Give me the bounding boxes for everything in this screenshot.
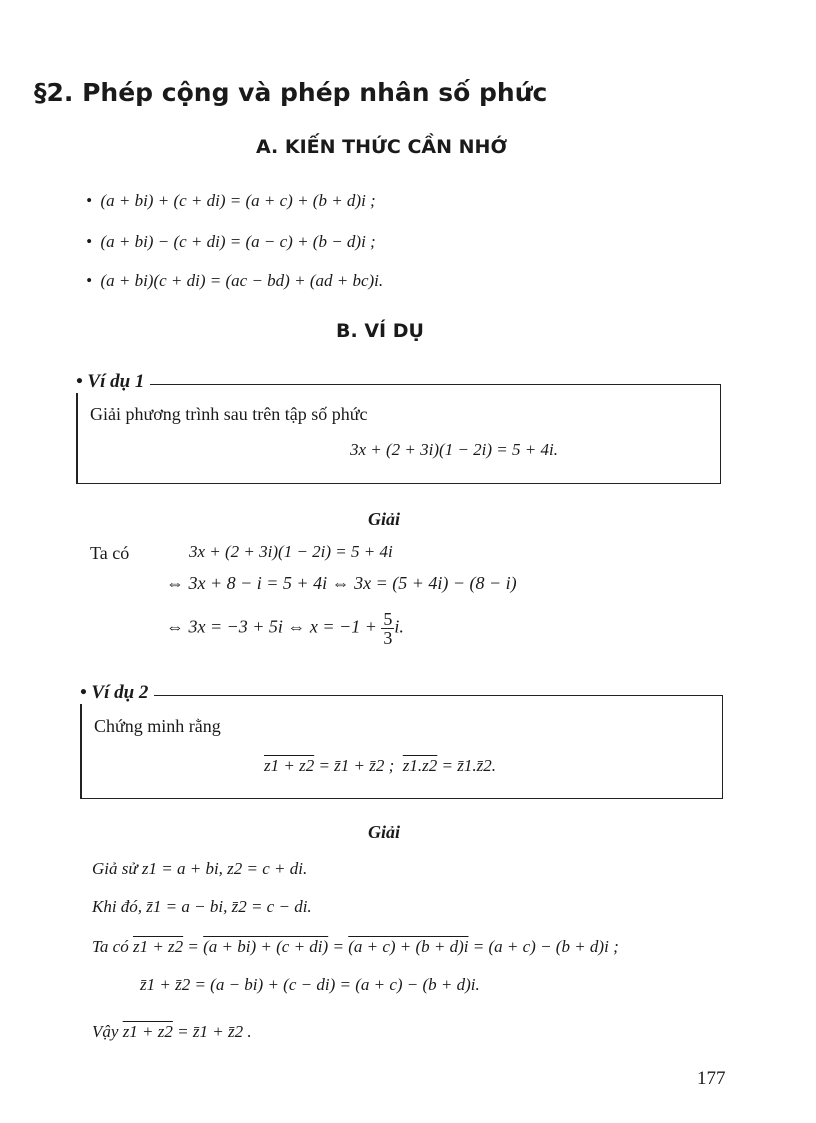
- example2-prompt: Chứng minh rằng: [94, 716, 221, 736]
- solution1-heading: Giải: [368, 509, 401, 529]
- fraction-numerator: 5: [383, 609, 393, 629]
- example2-box: [80, 695, 723, 799]
- solution1-line2: ⇔ 3x + 8 − i = 5 + 4i ⇔ 3x = (5 + 4i) − (8 − i): [166, 573, 517, 593]
- fraction: [381, 610, 394, 647]
- formula-text: (a + bi) + (c + di) = (a + c) + (b + d)i ;: [100, 191, 376, 210]
- formula-text: (a + bi) − (c + di) = (a − c) + (b − d)i ;: [100, 232, 376, 251]
- solution1-line3-suffix: i.: [394, 616, 404, 637]
- solution1-line1: 3x + (2 + 3i)(1 − 2i) = 5 + 4i: [189, 542, 393, 561]
- overline-expression: (a + bi) + (c + di): [203, 937, 329, 956]
- example2-title: [80, 682, 154, 704]
- bullet-icon: •: [86, 191, 101, 210]
- example2-equation: [264, 756, 496, 776]
- solution2-line5: [92, 1022, 252, 1042]
- example2-title-text: Ví dụ 2: [91, 682, 149, 703]
- example1-title-text: Ví dụ 1: [87, 371, 145, 392]
- solution1-line3: [166, 610, 404, 647]
- equation-rhs: = z̄1 + z̄2 ;: [318, 756, 395, 775]
- heading-examples: B. VÍ DỤ: [336, 320, 424, 342]
- overline-expression: z1 + z2: [132, 937, 184, 956]
- example1-title: [76, 371, 150, 393]
- solution2-line5-rhs: = z̄1 + z̄2 .: [177, 1022, 252, 1041]
- bullet-icon: •: [76, 371, 88, 392]
- solution2-line1: Giả sử z1 = a + bi, z2 = c + di.: [92, 859, 308, 878]
- formula-item-addition: [86, 191, 376, 211]
- bullet-icon: •: [80, 682, 92, 703]
- formula-text: (a + bi)(c + di) = (ac − bd) + (ad + bc)i.: [100, 271, 384, 290]
- solution2-line5-lead: Vậy: [92, 1022, 119, 1041]
- example1-box: [76, 384, 721, 484]
- solution2-line3-lead: Ta có: [92, 937, 129, 956]
- overline-expression: (a + c) + (b + d)i: [348, 937, 469, 956]
- equation-rhs: = z̄1.z̄2.: [441, 756, 496, 775]
- example1-prompt: Giải phương trình sau trên tập số phức: [90, 404, 368, 424]
- bullet-icon: •: [86, 271, 101, 290]
- solution2-heading: Giải: [368, 822, 401, 842]
- heading-knowledge: A. KIẾN THỨC CẦN NHỚ: [256, 136, 508, 158]
- overline-expression: z1.z2: [402, 756, 438, 775]
- overline-expression: z1 + z2: [264, 756, 315, 775]
- solution2-line3-tail: = (a + c) − (b + d)i ;: [472, 937, 619, 956]
- page-title: §2. Phép cộng và phép nhân số phức: [34, 78, 548, 107]
- overline-expression: z1 + z2: [122, 1022, 173, 1041]
- page-number: 177: [697, 1068, 726, 1089]
- solution1-line3-prefix: ⇔ 3x = −3 + 5i ⇔ x = −1 +: [166, 616, 377, 637]
- bullet-icon: •: [86, 232, 101, 251]
- formula-item-multiplication: [86, 271, 383, 291]
- fraction-denominator: 3: [383, 628, 393, 648]
- solution2-line3: Ta có z1 + z2 = (a + bi) + (c + di) = (a + c) + (b + d)i = (a + c) − (b + d)i ;: [92, 937, 619, 956]
- solution2-line4: z̄1 + z̄2 = (a − bi) + (c − di) = (a + c) − (b + d)i.: [140, 975, 480, 994]
- formula-item-subtraction: [86, 232, 376, 252]
- solution2-line2: Khi đó, z̄1 = a − bi, z̄2 = c − di.: [92, 897, 312, 916]
- example1-equation: 3x + (2 + 3i)(1 − 2i) = 5 + 4i.: [350, 440, 558, 459]
- solution1-lead: Ta có: [90, 543, 130, 563]
